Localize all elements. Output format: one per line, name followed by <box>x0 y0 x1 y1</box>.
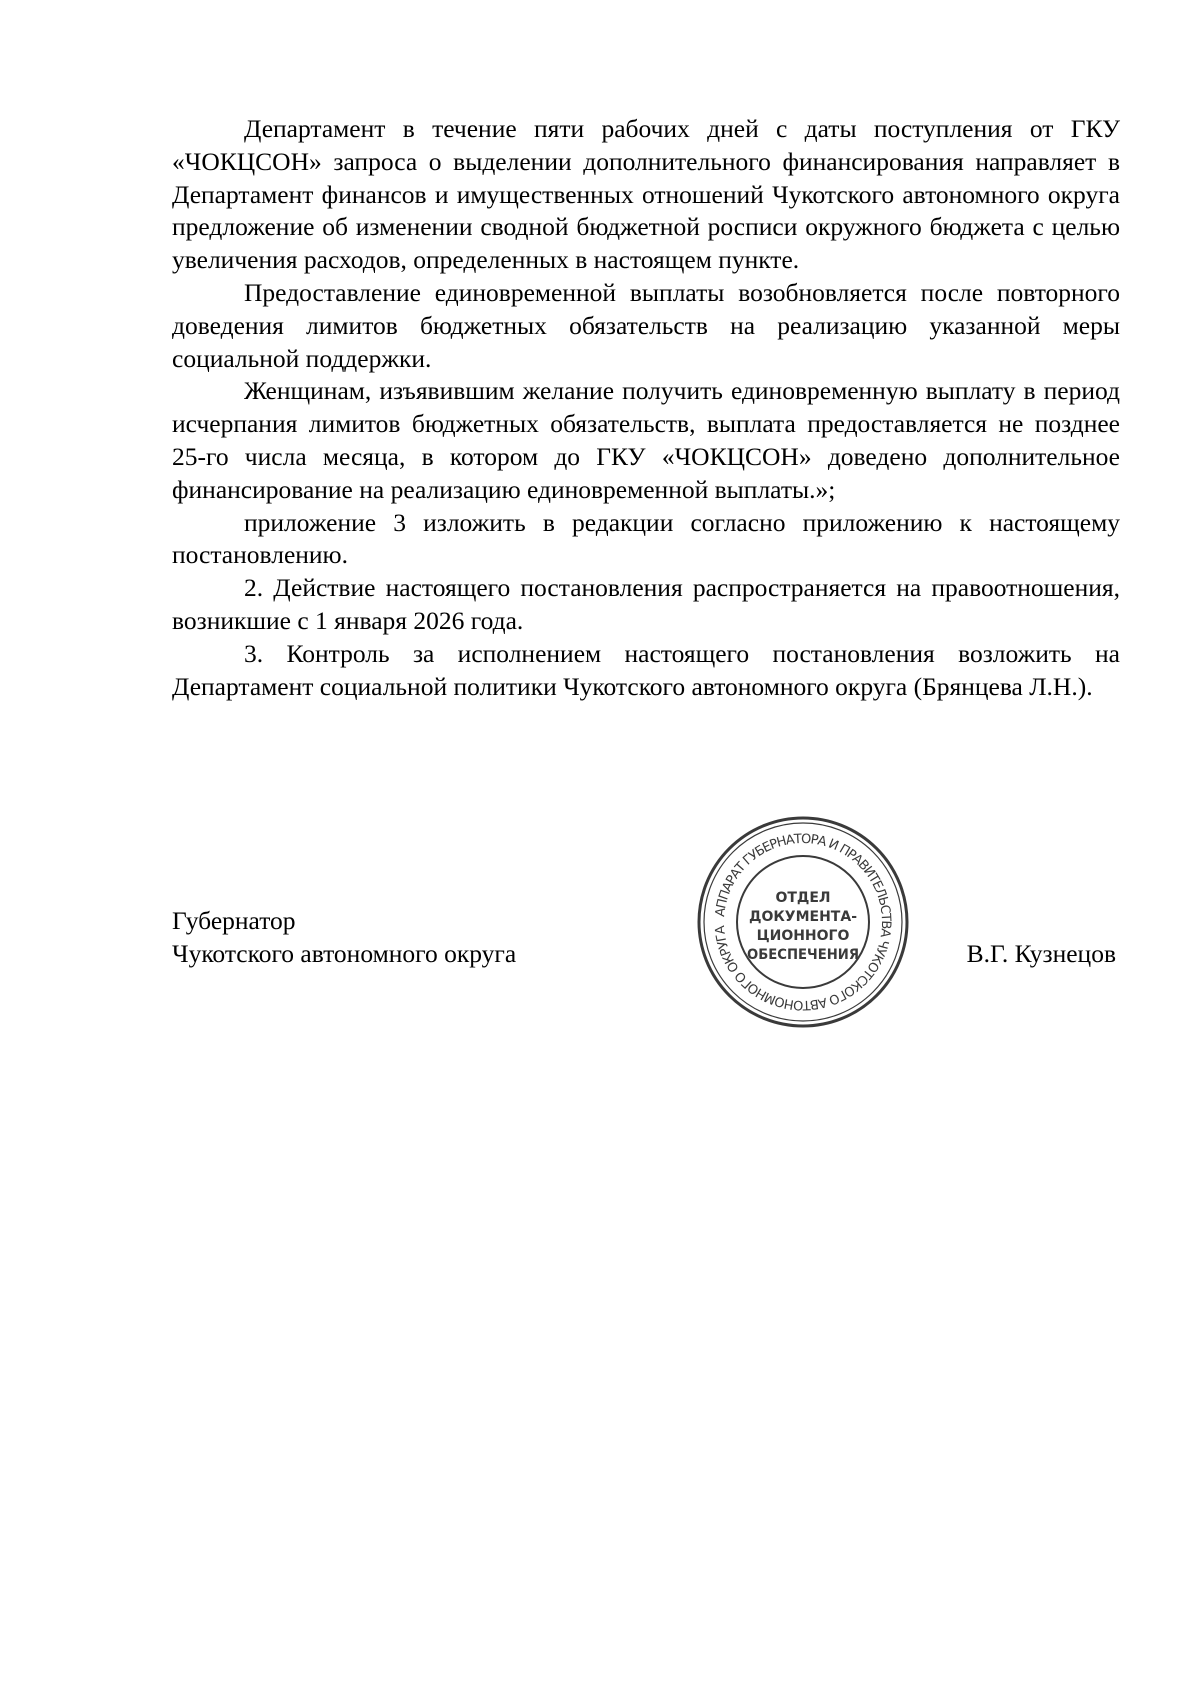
signatory-title: Губернатор <box>172 906 296 935</box>
stamp-ring-path-text: АППАРАТ ГУБЕРНАТОРА И ПРАВИТЕЛЬСТВА ЧУКОТСКОГО АВТОНОМНОГО ОКРУГА <box>712 831 894 1013</box>
official-stamp <box>693 812 913 1032</box>
stamp-center-line-1: ОТДЕЛ <box>775 890 831 906</box>
stamp-center-line-4: ОБЕСПЕЧЕНИЯ <box>747 947 859 963</box>
paragraph-payment-deadline: Женщинам, изъявившим желание получить единовременную выплату в период исчерпания лимитов бюджетных обязательств, выплата предоставляется не позднее 25-го числа месяца, в котором до ГКУ «ЧОКЦСОН» доведено дополнительное финансирование на реализацию единовременной выплаты.»; <box>172 376 1120 504</box>
stamp-seal-icon <box>693 812 913 1032</box>
signatory-position <box>172 905 516 971</box>
paragraph-payment-resumption: Предоставление единовременной выплаты возобновляется после повторного доведения лимитов бюджетных обязательств на реализацию указанной меры социальной поддержки. <box>172 277 1120 373</box>
paragraph-appendix-3: приложение 3 изложить в редакции согласно приложению к настоящему постановлению. <box>172 507 1120 570</box>
signatory-name: В.Г. Кузнецов <box>966 938 1116 968</box>
paragraph-clause-3: 3. Контроль за исполнением настоящего постановления возложить на Департамент социальной политики Чукотского автономного округа (Брянцева Л.Н.). <box>172 638 1120 701</box>
stamp-center-line-3: ЦИОННОГО <box>756 928 850 944</box>
document-body <box>172 113 1120 703</box>
stamp-center-line-2: ДОКУМЕНТА- <box>748 909 858 925</box>
paragraph-funding-request: Департамент в течение пяти рабочих дней с даты поступления от ГКУ «ЧОКЦСОН» запроса о выделении дополнительного финансирования направляет в Департамент финансов и имущественных отношений Чукотского автономного округа предложение об изменении сводной бюджетной росписи окружного бюджета с целью увеличения расходов, определенных в настоящем пункте. <box>172 114 1120 275</box>
paragraph-clause-2: 2. Действие настоящего постановления распространяется на правоотношения, возникшие с 1 января 2026 года. <box>172 573 1120 635</box>
signatory-region: Чукотского автономного округа <box>172 938 517 968</box>
signature-block <box>172 905 1120 975</box>
